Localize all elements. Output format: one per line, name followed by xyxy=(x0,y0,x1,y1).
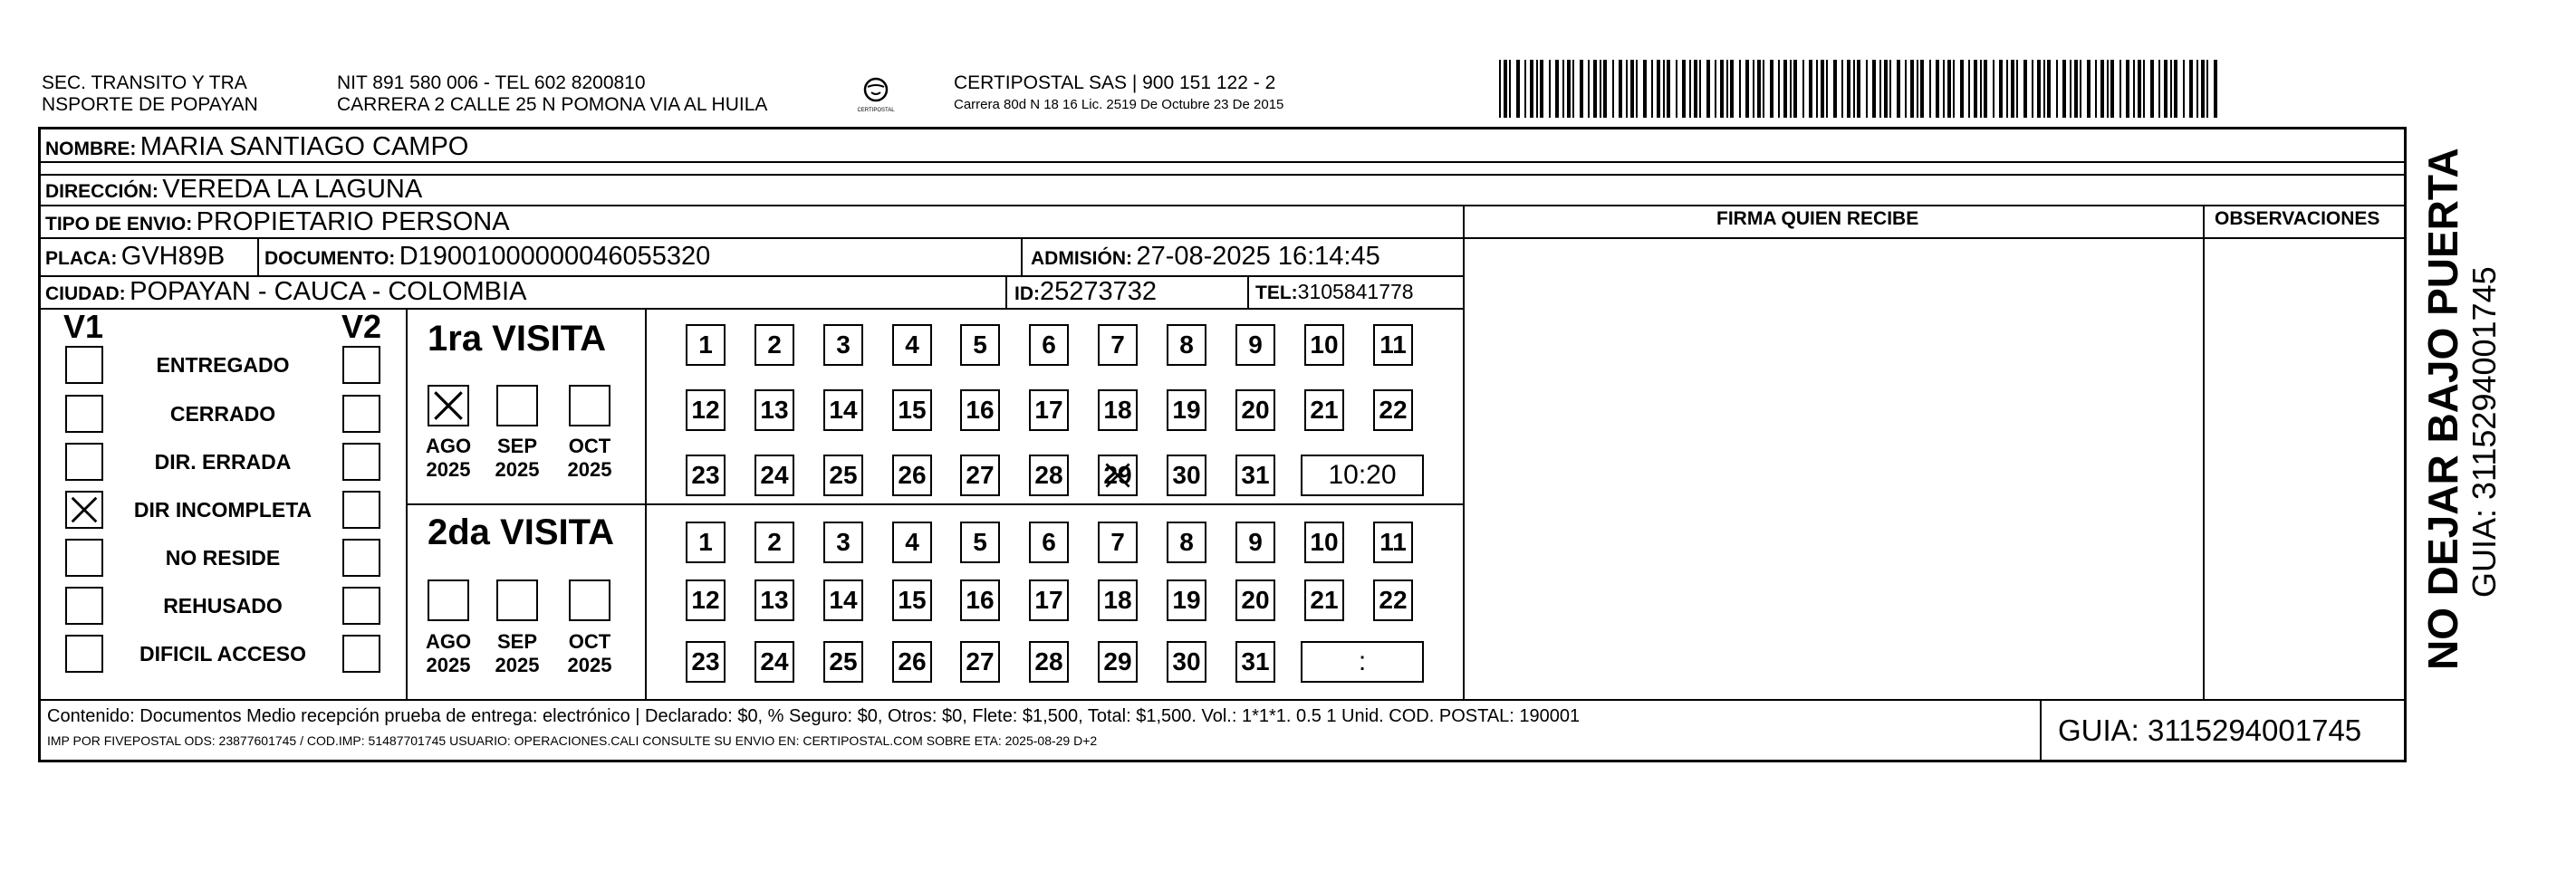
day-box[interactable]: 26 xyxy=(892,455,932,496)
time-field[interactable]: 10:20 xyxy=(1301,455,1424,496)
day-box[interactable]: 1 xyxy=(686,324,726,366)
day-box[interactable]: 28 xyxy=(1029,455,1069,496)
month-checkbox[interactable] xyxy=(496,385,538,426)
month-name: SEP xyxy=(496,630,538,653)
visit2-title: 2da VISITA xyxy=(428,512,614,552)
day-box[interactable]: 7 xyxy=(1098,324,1138,366)
day-box[interactable]: 30 xyxy=(1167,641,1206,683)
day-box[interactable]: 7 xyxy=(1098,522,1138,563)
day-box[interactable]: 29 xyxy=(1098,641,1138,683)
sender-line-1: SEC. TRANSITO Y TRA xyxy=(42,72,247,93)
day-box[interactable]: 15 xyxy=(892,389,932,431)
ciudad-cell xyxy=(45,276,526,311)
day-box[interactable]: 8 xyxy=(1167,522,1206,563)
rule xyxy=(1463,205,1465,699)
placa-value: GVH89B xyxy=(120,242,226,271)
month-name: OCT xyxy=(568,435,611,457)
v2-checkbox[interactable] xyxy=(342,635,380,673)
v2-checkbox[interactable] xyxy=(342,587,380,625)
day-box[interactable]: 5 xyxy=(960,324,1000,366)
day-box[interactable]: 31 xyxy=(1235,641,1275,683)
month-year: 2025 xyxy=(495,458,540,481)
day-box[interactable]: 21 xyxy=(1304,579,1344,621)
admision-value: 27-08-2025 16:14:45 xyxy=(1136,242,1380,271)
tel-label: TEL: xyxy=(1255,282,1298,303)
documento-cell xyxy=(264,241,710,276)
month-label xyxy=(485,435,549,482)
x-mark-icon xyxy=(1101,458,1134,493)
day-box[interactable]: 22 xyxy=(1373,579,1413,621)
carrier-line-2: Carrera 80d N 18 16 Lic. 2519 De Octubre 23 De 2015 xyxy=(954,97,1284,112)
day-box[interactable]: 13 xyxy=(755,389,794,431)
rule xyxy=(38,699,2407,701)
visit1-title: 1ra VISITA xyxy=(428,319,607,359)
observaciones-label: OBSERVACIONES xyxy=(2215,208,2380,229)
month-label xyxy=(558,435,621,482)
rule xyxy=(1247,275,1249,308)
day-box[interactable]: 20 xyxy=(1235,389,1275,431)
logo-text: CERTIPOSTAL xyxy=(857,108,895,113)
month-name: OCT xyxy=(568,630,611,653)
id-label: ID: xyxy=(1014,283,1040,304)
day-box[interactable]: 14 xyxy=(823,389,863,431)
day-box[interactable]: 17 xyxy=(1029,389,1069,431)
rule xyxy=(2040,699,2042,762)
day-box[interactable] xyxy=(1098,455,1138,496)
day-box[interactable]: 24 xyxy=(755,455,794,496)
v2-checkbox[interactable] xyxy=(342,491,380,529)
rule xyxy=(645,308,647,699)
v1-checkbox[interactable] xyxy=(65,491,103,529)
month-checkbox[interactable] xyxy=(428,385,469,426)
placa-cell xyxy=(45,241,225,276)
id-value: 25273732 xyxy=(1040,277,1158,306)
month-label xyxy=(558,630,621,677)
v2-label: V2 xyxy=(341,308,382,345)
barcode xyxy=(1499,60,2224,118)
tipo-value: PROPIETARIO PERSONA xyxy=(196,207,510,236)
ciudad-label: CIUDAD: xyxy=(45,283,126,304)
day-box[interactable]: 26 xyxy=(892,641,932,683)
tipo-label: TIPO DE ENVIO: xyxy=(45,214,193,235)
v1-checkbox[interactable] xyxy=(65,587,103,625)
month-name: AGO xyxy=(425,630,472,653)
day-box[interactable]: 9 xyxy=(1235,324,1275,366)
day-box[interactable]: 11 xyxy=(1373,324,1413,366)
day-box[interactable]: 27 xyxy=(960,641,1000,683)
v2-checkbox[interactable] xyxy=(342,443,380,481)
month-year: 2025 xyxy=(426,458,471,481)
day-box[interactable]: 17 xyxy=(1029,579,1069,621)
direccion-row xyxy=(45,174,422,209)
status-label: DIR. ERRADA xyxy=(154,450,292,474)
day-box[interactable]: 8 xyxy=(1167,324,1206,366)
v1-label: V1 xyxy=(63,308,104,345)
day-box[interactable]: 24 xyxy=(755,641,794,683)
tel-value: 3105841778 xyxy=(1297,280,1414,303)
day-box[interactable]: 18 xyxy=(1098,389,1138,431)
day-box[interactable]: 15 xyxy=(892,579,932,621)
day-box[interactable]: 23 xyxy=(686,455,726,496)
month-checkbox[interactable] xyxy=(569,579,610,621)
v1-checkbox[interactable] xyxy=(65,635,103,673)
side-warning: NO DEJAR BAJO PUERTA xyxy=(2419,148,2466,670)
rule xyxy=(1465,237,2407,239)
documento-value: D19001000000046055320 xyxy=(399,242,711,271)
day-box[interactable]: 27 xyxy=(960,455,1000,496)
day-box[interactable]: 30 xyxy=(1167,455,1206,496)
placa-label: PLACA: xyxy=(45,248,118,269)
day-box[interactable]: 3 xyxy=(823,324,863,366)
day-box[interactable]: 10 xyxy=(1304,324,1344,366)
month-year: 2025 xyxy=(567,458,612,481)
side-guia: GUIA: 3115294001745 xyxy=(2465,266,2503,598)
nombre-label: NOMBRE: xyxy=(45,139,137,159)
month-label xyxy=(485,630,549,677)
day-box[interactable]: 18 xyxy=(1098,579,1138,621)
v1-checkbox[interactable] xyxy=(65,395,103,433)
day-box[interactable]: 22 xyxy=(1373,389,1413,431)
day-box[interactable]: 4 xyxy=(892,324,932,366)
nombre-value: MARIA SANTIAGO CAMPO xyxy=(139,132,469,161)
rule xyxy=(406,503,1464,505)
status-label: REHUSADO xyxy=(163,594,283,618)
time-field[interactable]: : xyxy=(1301,641,1424,683)
v1-checkbox[interactable] xyxy=(65,539,103,577)
day-box[interactable]: 20 xyxy=(1235,579,1275,621)
day-box[interactable]: 28 xyxy=(1029,641,1069,683)
rule xyxy=(2404,161,2406,762)
v2-checkbox[interactable] xyxy=(342,395,380,433)
day-box[interactable]: 23 xyxy=(686,641,726,683)
rule xyxy=(406,308,408,699)
v1-checkbox[interactable] xyxy=(65,443,103,481)
sender-line-2: NSPORTE DE POPAYAN xyxy=(42,94,258,115)
v1-checkbox[interactable] xyxy=(65,346,103,384)
tel-cell xyxy=(1255,276,1414,311)
month-year: 2025 xyxy=(567,654,612,676)
day-box[interactable]: 9 xyxy=(1235,522,1275,563)
day-box[interactable]: 2 xyxy=(755,522,794,563)
admision-cell xyxy=(1031,241,1380,276)
day-box[interactable]: 6 xyxy=(1029,324,1069,366)
rule xyxy=(2203,205,2205,699)
day-box[interactable]: 11 xyxy=(1373,522,1413,563)
day-box[interactable]: 6 xyxy=(1029,522,1069,563)
status-label: ENTREGADO xyxy=(156,353,290,377)
status-label: DIFICIL ACCESO xyxy=(139,642,306,666)
rule xyxy=(257,237,259,275)
month-year: 2025 xyxy=(426,654,471,676)
id-cell xyxy=(1014,276,1157,311)
footer-imp: IMP POR FIVEPOSTAL ODS: 23877601745 / COD.IMP: 51487701745 USUARIO: OPERACIONES.CALI CONSULTE SU ENVIO EN: CERTIPOSTAL.COM SOBRE ETA: 2025-08-29 D+2 xyxy=(47,733,1098,748)
status-label: NO RESIDE xyxy=(165,546,281,570)
firma-label: FIRMA QUIEN RECIBE xyxy=(1716,208,1919,229)
day-box[interactable]: 25 xyxy=(823,455,863,496)
day-box[interactable]: 10 xyxy=(1304,522,1344,563)
footer-guia: GUIA: 3115294001745 xyxy=(2058,713,2362,747)
day-box[interactable]: 16 xyxy=(960,389,1000,431)
day-box[interactable]: 19 xyxy=(1167,579,1206,621)
month-checkbox[interactable] xyxy=(428,579,469,621)
direccion-label: DIRECCIÓN: xyxy=(45,181,159,202)
carrier-line-1: CERTIPOSTAL SAS | 900 151 122 - 2 xyxy=(954,72,1276,93)
v2-checkbox[interactable] xyxy=(342,539,380,577)
status-label: CERRADO xyxy=(169,402,276,426)
status-label: DIR INCOMPLETA xyxy=(133,498,312,522)
direccion-value: VEREDA LA LAGUNA xyxy=(162,175,423,204)
month-checkbox[interactable] xyxy=(569,385,610,426)
nombre-row xyxy=(45,131,468,167)
carrier-logo xyxy=(855,72,897,114)
month-label xyxy=(417,630,480,677)
day-box[interactable]: 3 xyxy=(823,522,863,563)
month-name: SEP xyxy=(496,435,538,457)
day-box[interactable]: 2 xyxy=(755,324,794,366)
day-box[interactable]: 16 xyxy=(960,579,1000,621)
day-box[interactable]: 31 xyxy=(1235,455,1275,496)
month-year: 2025 xyxy=(495,654,540,676)
day-box[interactable]: 14 xyxy=(823,579,863,621)
nit-line: NIT 891 580 006 - TEL 602 8200810 xyxy=(337,72,646,93)
address-line: CARRERA 2 CALLE 25 N POMONA VIA AL HUILA xyxy=(337,94,768,115)
month-name: AGO xyxy=(425,435,472,457)
ciudad-value: POPAYAN - CAUCA - COLOMBIA xyxy=(130,277,527,306)
day-box[interactable]: 19 xyxy=(1167,389,1206,431)
day-box[interactable]: 12 xyxy=(686,389,726,431)
admision-label: ADMISIÓN: xyxy=(1031,248,1132,269)
footer-content: Contenido: Documentos Medio recepción prueba de entrega: electrónico | Declarado: $0, % Seguro: $0, Otros: $0, Flete: $1,500, Total: $1,500. Vol.: 1*1*1. 0.5 1 Unid. COD. POSTAL: 190001 xyxy=(47,706,1581,726)
day-box[interactable]: 25 xyxy=(823,641,863,683)
rule xyxy=(1021,237,1023,275)
day-box[interactable]: 13 xyxy=(755,579,794,621)
documento-label: DOCUMENTO: xyxy=(264,248,396,269)
day-box[interactable]: 1 xyxy=(686,522,726,563)
rule xyxy=(1005,275,1007,308)
day-box[interactable]: 21 xyxy=(1304,389,1344,431)
month-label xyxy=(417,435,480,482)
day-box[interactable]: 4 xyxy=(892,522,932,563)
month-checkbox[interactable] xyxy=(496,579,538,621)
day-number: 29 xyxy=(1103,461,1132,489)
v2-checkbox[interactable] xyxy=(342,346,380,384)
day-box[interactable]: 5 xyxy=(960,522,1000,563)
day-box[interactable]: 12 xyxy=(686,579,726,621)
tipo-row xyxy=(45,206,510,242)
